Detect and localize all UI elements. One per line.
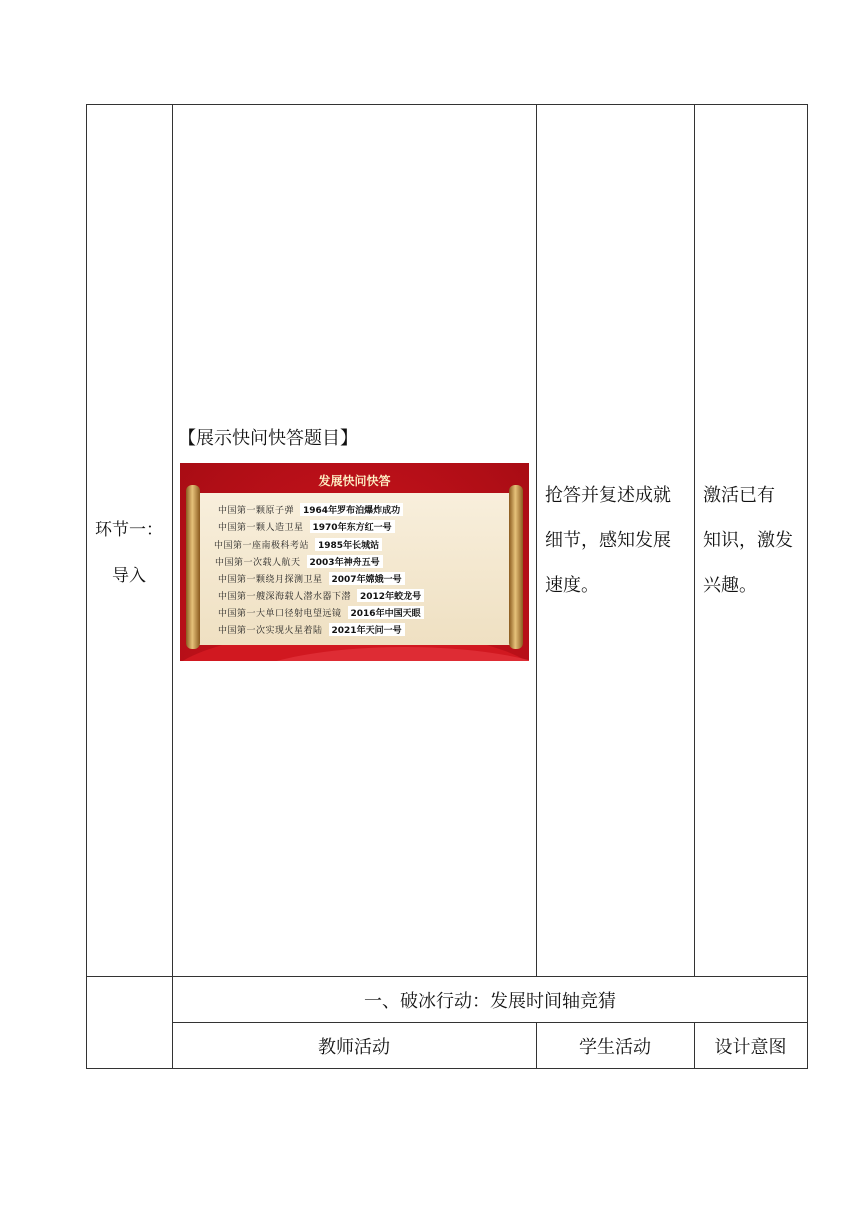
slide-answer: 2003年神舟五号 [307,555,383,568]
stage-label-line2: 导入 [112,566,146,586]
header-design-intent: 设计意图 [714,1037,787,1058]
slide-row [218,571,405,586]
scroll-rod-right [509,485,523,649]
slide-row [218,588,424,603]
slide-row [218,502,403,517]
student-activity-text [545,473,690,608]
slide-row [218,519,395,534]
slide-answer: 2021年天问一号 [329,623,405,636]
slide-answer: 1970年东方红一号 [310,520,395,533]
header-student-activity: 学生活动 [579,1037,651,1058]
stage-label-line1: 环节一： [95,520,163,540]
slide-title: 发展快问快答 [318,474,391,488]
design-intent-line: 知识，激发 [703,530,793,551]
table-right-border [807,104,808,1069]
slide-row [218,622,405,637]
design-intent-text [703,473,803,608]
design-intent-line: 激活已有 [703,485,775,506]
slide-question: 中国第一颗人造卫星 [218,523,304,533]
slide-answer: 2016年中国天眼 [348,606,424,619]
slide-question: 中国第一颗原子弹 [218,506,295,516]
column-divider-1 [172,104,173,1069]
slide-question: 中国第一座南极科考站 [214,541,310,551]
student-activity-line: 抢答并复述成就 [545,485,671,506]
row-divider [86,976,808,977]
column-divider-3 [694,104,695,977]
table-top-border [86,104,808,105]
slide-question: 中国第一次载人航天 [215,558,301,568]
slide-answer: 2012年蛟龙号 [357,589,424,602]
student-activity-line: 速度。 [545,575,599,596]
scroll-rod-left [186,485,200,649]
table-bottom-border [86,1068,808,1069]
slide-row [214,537,382,552]
teacher-activity-heading: 【展示快问快答题目】 [178,428,358,449]
design-intent-line: 兴趣。 [703,575,757,596]
slide-question: 中国第一艘深海载人潜水器下潜 [218,592,352,602]
slide-answer: 1985年长城站 [315,538,382,551]
subrow-divider [172,1022,808,1023]
slide-question: 中国第一次实现火星着陆 [218,626,323,636]
column-divider-2 [536,104,537,977]
header-teacher-activity: 教师活动 [318,1037,390,1058]
student-activity-line: 细节，感知发展 [545,530,671,551]
slide-row [215,554,383,569]
quiz-slide-image [180,463,529,661]
stage-label [86,507,172,599]
slide-row [218,605,424,620]
slide-question: 中国第一颗绕月探测卫星 [218,575,323,585]
slide-answer: 1964年罗布泊爆炸成功 [300,503,403,516]
slide-question: 中国第一大单口径射电望远镜 [218,609,342,619]
section-title: 一、破冰行动：发展时间轴竞猜 [364,991,616,1012]
slide-answer: 2007年嫦娥一号 [329,572,405,585]
